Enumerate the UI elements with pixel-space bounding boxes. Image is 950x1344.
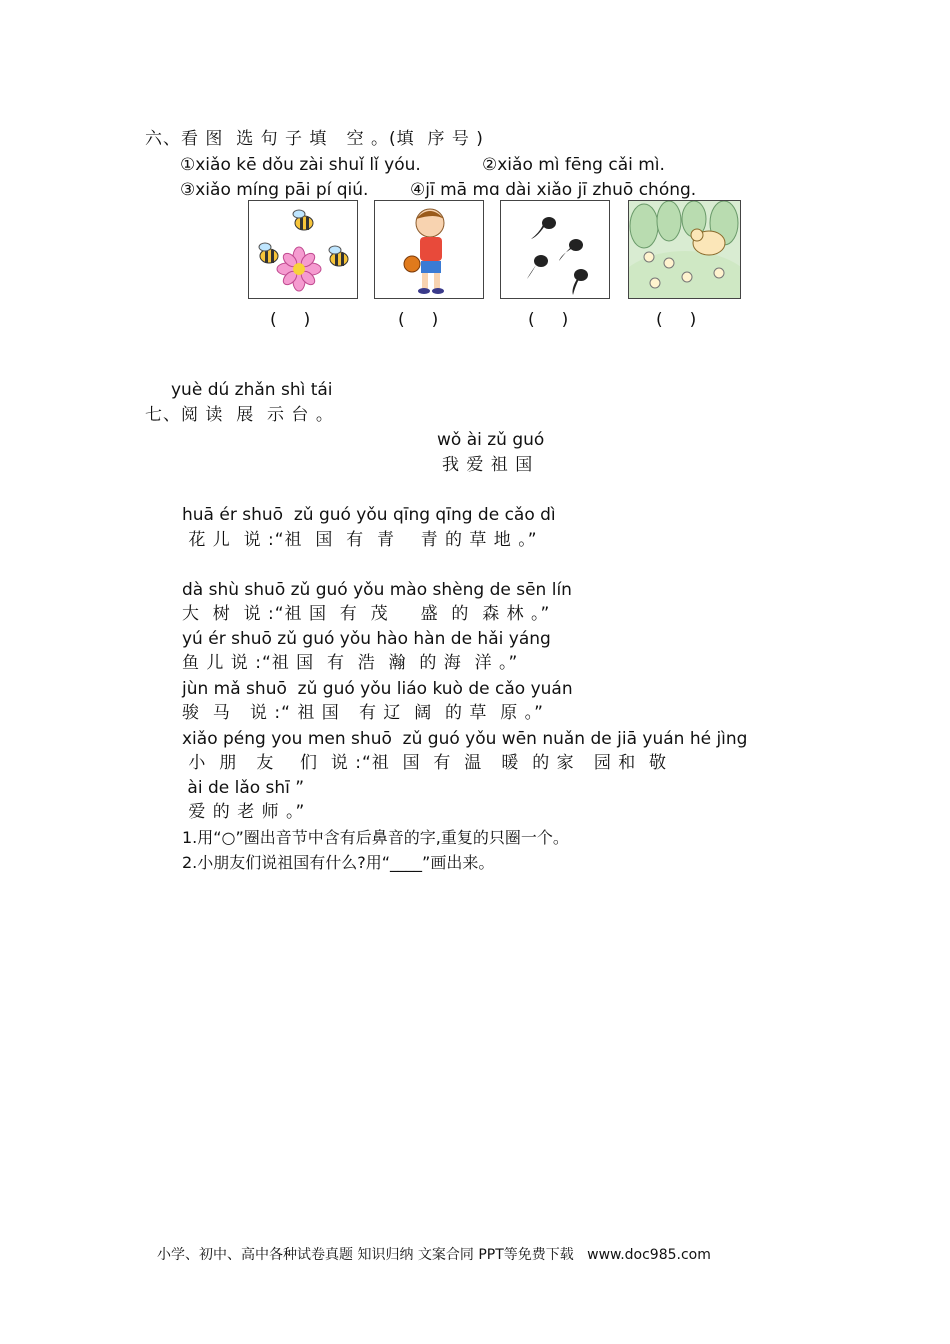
poem-line-3: 鱼 儿 说 :“祖 国 有 浩 瀚 的 海 洋 。”: [182, 653, 519, 673]
option-3: ③xiǎo míng pāi pí qiú.: [180, 180, 369, 200]
section6-title: 六、看 图 选 句 子 填 空 。(填 序 号 ): [145, 129, 484, 149]
tadpoles-picture: [500, 200, 610, 299]
poem-title-pinyin: wǒ ài zǔ guó: [437, 430, 545, 450]
blank-2[interactable]: ( ): [398, 310, 439, 330]
bees-picture: [248, 200, 358, 299]
option-1: ①xiǎo kē dǒu zài shuǐ lǐ yóu.: [180, 155, 421, 175]
poem-title: 我 爱 祖 国: [442, 455, 534, 475]
poem-line-4: 骏 马 说 :“ 祖 国 有 辽 阔 的 草 原 。”: [182, 703, 544, 723]
poem-line-4-pinyin: jùn mǎ shuō zǔ guó yǒu liáo kuò de cǎo yuán: [182, 679, 573, 699]
hen-chicks-picture: [628, 200, 741, 299]
footer-watermark: 小学、初中、高中各种试卷真题 知识归纳 文案合同 PPT等免费下载 www.doc985.com: [157, 1247, 711, 1263]
blank-3[interactable]: ( ): [528, 310, 569, 330]
poem-line-6-pinyin: ài de lǎo shī ”: [182, 778, 305, 798]
poem-line-6: 爱 的 老 师 。”: [182, 802, 306, 822]
poem-line-3-pinyin: yú ér shuō zǔ guó yǒu hào hàn de hǎi yáng: [182, 629, 551, 649]
blank-1[interactable]: ( ): [270, 310, 311, 330]
poem-line-2-pinyin: dà shù shuō zǔ guó yǒu mào shèng de sēn lín: [182, 580, 572, 600]
poem-line-2: 大 树 说 :“祖 国 有 茂 盛 的 森 林 。”: [182, 604, 551, 624]
question-2: 2.小朋友们说祖国有什么?用“____”画出来。: [182, 853, 495, 872]
poem-line-5-pinyin: xiǎo péng you men shuō zǔ guó yǒu wēn nuǎn de jiā yuán hé jìng: [182, 729, 748, 749]
poem-line-1: 花 儿 说 :“祖 国 有 青 青 的 草 地 。”: [182, 530, 538, 550]
option-4: ④jī mā mɑ dài xiǎo jī zhuō chóng.: [410, 180, 697, 200]
section7-title: 七、阅 读 展 示 台 。: [145, 405, 334, 425]
poem-line-5: 小 朋 友 们 说 :“祖 国 有 温 暖 的 家 园 和 敬: [182, 753, 668, 773]
option-2: ②xiǎo mì fēng cǎi mì.: [482, 155, 665, 175]
blank-4[interactable]: ( ): [656, 310, 697, 330]
section7-pinyin: yuè dú zhǎn shì tái: [171, 380, 333, 400]
poem-line-1-pinyin: huā ér shuō zǔ guó yǒu qīng qīng de cǎo dì: [182, 505, 556, 525]
boy-ball-picture: [374, 200, 484, 299]
question-1: 1.用“○”圈出音节中含有后鼻音的字,重复的只圈一个。: [182, 828, 569, 847]
